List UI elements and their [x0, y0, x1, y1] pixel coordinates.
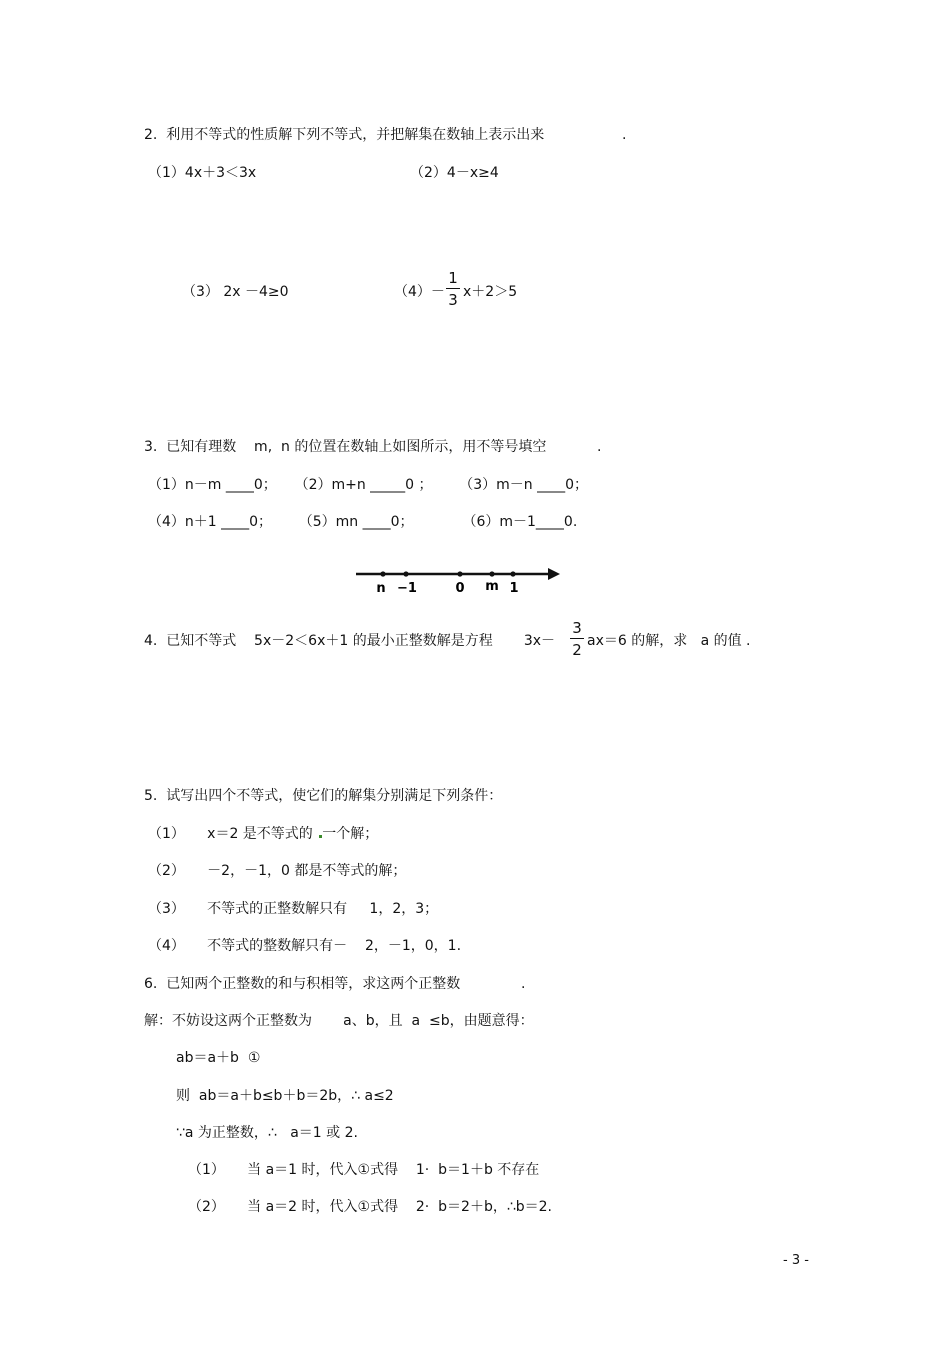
q6-solution-line-5: （1） 当 a＝1 时，代入①式得 1· b＝1＋b 不存在 — [188, 1162, 540, 1178]
q2-title: 2. 利用不等式的性质解下列不等式，并把解集在数轴上表示出来 — [144, 127, 545, 143]
q4-text-suffix: ax＝6 的解，求 a 的值 . — [587, 633, 751, 649]
q6-solution-line-2: ab＝a＋b ① — [176, 1050, 261, 1066]
q3-title-end: . — [597, 439, 602, 455]
point-m — [489, 571, 494, 576]
fraction-bar — [570, 638, 584, 639]
q6-solution-line-1: 解：不妨设这两个正整数为 a、b，且 a ≤b，由题意得： — [144, 1013, 534, 1029]
q3-row2: （4）n＋1 ____0； （5）mn ____0； （6）m－1____0. — [148, 514, 578, 530]
point-n — [380, 571, 385, 576]
page-number: - 3 - — [783, 1253, 809, 1268]
q3-row1: （1）n－m ____0； （2）m+n _____0 ； （3）m－n ____0； — [148, 477, 589, 493]
q5-condition-4: （4） 不等式的整数解只有－ 2，－1，0，1. — [148, 938, 462, 954]
q2-part4-prefix: （4）－ — [394, 284, 445, 300]
q6-title: 6. 已知两个正整数的和与积相等，求这两个正整数 — [144, 976, 461, 992]
q3-title: 3. 已知有理数 m, n 的位置在数轴上如图所示，用不等号填空 — [144, 439, 547, 455]
q2-title-end: . — [622, 127, 627, 143]
q6-title-end: . — [521, 976, 526, 992]
q5-condition-1-suffix: 一个解； — [322, 826, 379, 842]
q2-part3: （3） 2x －4≥0 — [182, 284, 289, 300]
q5-condition-3: （3） 不等式的正整数解只有 1，2，3； — [148, 901, 439, 917]
q5-condition-1 — [148, 825, 378, 843]
point-zero — [457, 571, 462, 576]
label-minus-one: −1 — [397, 581, 417, 596]
point-minus-one — [403, 571, 408, 576]
q2-part2: （2）4－x≥4 — [410, 165, 499, 181]
q2-part1: （1）4x＋3＜3x — [148, 165, 257, 181]
label-m: m — [485, 579, 499, 594]
fraction-numerator: 3 — [572, 619, 582, 637]
label-n: n — [376, 581, 386, 596]
q2-part4-suffix: x＋2＞5 — [463, 284, 518, 300]
label-zero: 0 — [455, 581, 465, 596]
number-line — [350, 560, 570, 598]
fraction-bar — [446, 288, 460, 289]
fraction-denominator: 3 — [448, 291, 458, 309]
q6-solution-line-3: 则 ab＝a＋b≤b＋b＝2b，∴ a≤2 — [176, 1088, 394, 1104]
q5-title: 5. 试写出四个不等式，使它们的解集分别满足下列条件： — [144, 788, 503, 804]
number-line-arrow-icon — [548, 568, 560, 580]
q6-solution-line-4: ∵a 为正整数，∴ a＝1 或 2. — [176, 1125, 358, 1141]
q2-part4-fraction — [446, 269, 460, 309]
fraction-denominator: 2 — [572, 641, 582, 659]
q5-condition-1-prefix: （1） x＝2 是不等式的 — [148, 826, 318, 842]
q4-text-prefix: 4. 已知不等式 5x－2＜6x＋1 的最小正整数解是方程 3x－ — [144, 633, 556, 649]
label-one: 1 — [509, 581, 519, 596]
q6-solution-line-6: （2） 当 a＝2 时，代入①式得 2· b＝2＋b，∴b＝2. — [188, 1199, 552, 1215]
q5-condition-2: （2） －2，－1，0 都是不等式的解； — [148, 863, 407, 879]
fraction-numerator: 1 — [448, 269, 458, 287]
q4-fraction — [570, 619, 584, 659]
point-one — [510, 571, 515, 576]
